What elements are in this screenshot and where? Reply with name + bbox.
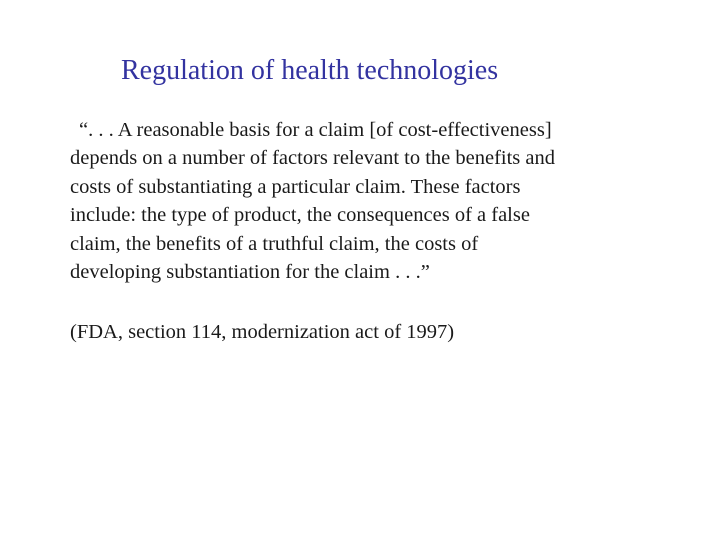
quote-line: “. . . A reasonable basis for a claim [of cost-effectiveness] [79,119,552,141]
quote-line: depends on a number of factors relevant to the benefits and [70,147,555,170]
quote-line: claim, the benefits of a truthful claim, the costs of [70,232,479,255]
quote-line: developing substantiation for the claim . . .” [70,260,430,283]
quote-block [70,116,670,346]
slide-title: Regulation of health technologies [121,55,499,86]
citation: (FDA, section 114, modernization act of 1997) [70,321,455,344]
quote-line: costs of substantiating a particular claim. These factors [70,175,521,198]
quote-line: include: the type of product, the consequences of a false [70,204,530,227]
